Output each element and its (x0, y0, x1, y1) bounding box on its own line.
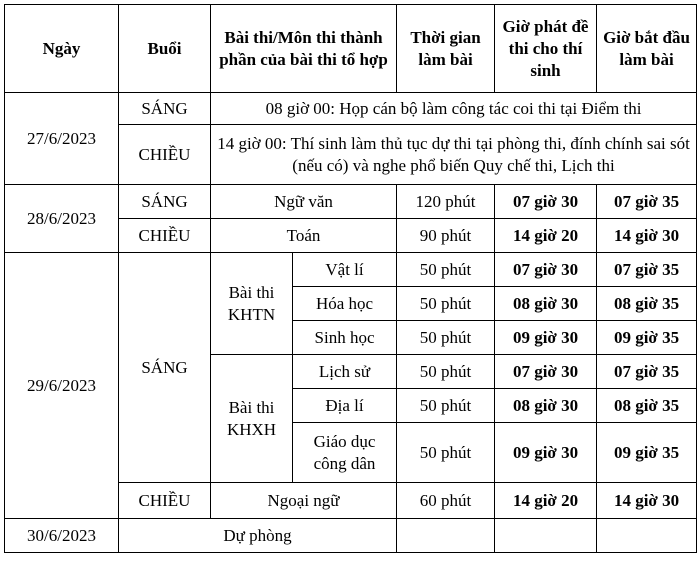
distribute-time-cell: 14 giờ 20 (495, 483, 597, 519)
group-cell-khxh: Bài thi KHXH (211, 355, 293, 483)
subject-cell: Ngữ văn (211, 185, 397, 219)
subject-cell: Vật lí (293, 253, 397, 287)
duration-cell: 60 phút (397, 483, 495, 519)
duration-cell: 120 phút (397, 185, 495, 219)
session-cell: SÁNG (119, 93, 211, 125)
table-row (5, 185, 697, 219)
note-cell: Dự phòng (119, 519, 397, 553)
subject-cell: Sinh học (293, 321, 397, 355)
distribute-time-cell: 07 giờ 30 (495, 355, 597, 389)
header-start-time: Giờ bắt đầu làm bài (597, 5, 697, 93)
date-cell: 27/6/2023 (5, 93, 119, 185)
date-cell: 28/6/2023 (5, 185, 119, 253)
header-day: Ngày (5, 5, 119, 93)
start-time-cell: 09 giờ 35 (597, 321, 697, 355)
distribute-time-cell: 08 giờ 30 (495, 389, 597, 423)
exam-schedule-table (4, 4, 697, 553)
date-cell: 30/6/2023 (5, 519, 119, 553)
session-cell: SÁNG (119, 185, 211, 219)
group-cell-khtn: Bài thi KHTN (211, 253, 293, 355)
start-time-cell: 08 giờ 35 (597, 389, 697, 423)
header-row (5, 5, 697, 93)
duration-cell: 50 phút (397, 355, 495, 389)
session-cell: SÁNG (119, 253, 211, 483)
start-time-cell: 07 giờ 35 (597, 185, 697, 219)
empty-cell (597, 519, 697, 553)
duration-cell: 50 phút (397, 423, 495, 483)
header-duration: Thời gian làm bài (397, 5, 495, 93)
start-time-cell: 07 giờ 35 (597, 253, 697, 287)
duration-cell: 90 phút (397, 219, 495, 253)
subject-cell: Giáo dục công dân (293, 423, 397, 483)
distribute-time-cell: 14 giờ 20 (495, 219, 597, 253)
subject-cell: Toán (211, 219, 397, 253)
date-cell: 29/6/2023 (5, 253, 119, 519)
subject-cell: Hóa học (293, 287, 397, 321)
distribute-time-cell: 09 giờ 30 (495, 423, 597, 483)
duration-cell: 50 phút (397, 287, 495, 321)
start-time-cell: 09 giờ 35 (597, 423, 697, 483)
distribute-time-cell: 09 giờ 30 (495, 321, 597, 355)
table-row (5, 519, 697, 553)
session-cell: CHIỀU (119, 219, 211, 253)
distribute-time-cell: 07 giờ 30 (495, 185, 597, 219)
start-time-cell: 14 giờ 30 (597, 483, 697, 519)
distribute-time-cell: 07 giờ 30 (495, 253, 597, 287)
start-time-cell: 14 giờ 30 (597, 219, 697, 253)
header-distribute-time: Giờ phát đề thi cho thí sinh (495, 5, 597, 93)
empty-cell (397, 519, 495, 553)
table-row (5, 253, 697, 287)
note-cell: 14 giờ 00: Thí sinh làm thủ tục dự thi tại phòng thi, đính chính sai sót (nếu có) và nghe phổ biến Quy chế thi, Lịch thi (211, 125, 697, 185)
session-cell: CHIỀU (119, 125, 211, 185)
header-session: Buổi (119, 5, 211, 93)
session-cell: CHIỀU (119, 483, 211, 519)
empty-cell (495, 519, 597, 553)
start-time-cell: 07 giờ 35 (597, 355, 697, 389)
start-time-cell: 08 giờ 35 (597, 287, 697, 321)
subject-cell: Ngoại ngữ (211, 483, 397, 519)
duration-cell: 50 phút (397, 389, 495, 423)
subject-cell: Lịch sử (293, 355, 397, 389)
table-row (5, 93, 697, 125)
note-cell: 08 giờ 00: Họp cán bộ làm công tác coi thi tại Điểm thi (211, 93, 697, 125)
duration-cell: 50 phút (397, 321, 495, 355)
subject-cell: Địa lí (293, 389, 397, 423)
header-subject: Bài thi/Môn thi thành phần của bài thi tổ hợp (211, 5, 397, 93)
duration-cell: 50 phút (397, 253, 495, 287)
distribute-time-cell: 08 giờ 30 (495, 287, 597, 321)
